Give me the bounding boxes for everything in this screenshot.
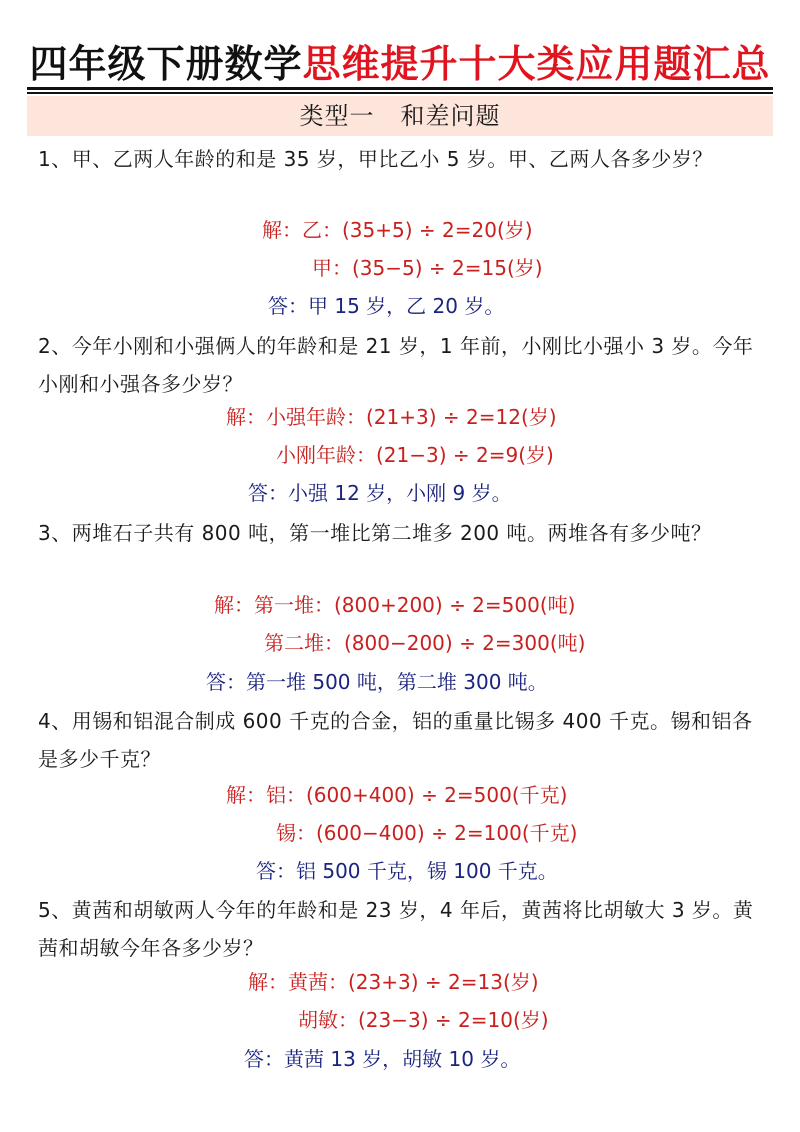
title-divider-thick xyxy=(27,87,773,90)
page-title-highlight: 思维提升十大类应用题汇总 xyxy=(302,42,771,86)
page-title-prefix: 四年级下册数学 xyxy=(29,42,303,86)
problem-1-question: 1、甲、乙两人年龄的和是 35 岁，甲比乙小 5 岁。甲、乙两人各多少岁？ xyxy=(38,147,713,171)
title-divider-thin xyxy=(27,92,773,94)
problem-1-solution-line-1: 解：乙：(35+5) ÷ 2=20(岁) xyxy=(262,218,533,242)
problem-1-solution-line-2: 甲：(35−5) ÷ 2=15(岁) xyxy=(312,256,543,280)
page-title xyxy=(0,40,800,88)
problem-4-solution-line-1: 解：铝：(600+400) ÷ 2=500(千克) xyxy=(226,783,568,807)
problem-5-question: 5、黄茜和胡敏两人今年的年龄和是 23 岁，4 年后，黄茜将比胡敏大 3 岁。黄茜和胡敏今年各多少岁？ xyxy=(38,898,754,960)
problem-5-solution-line-2: 胡敏：(23−3) ÷ 2=10(岁) xyxy=(298,1008,549,1032)
section-label: 类型一 xyxy=(299,102,375,130)
problem-4-question: 4、用锡和铝混合制成 600 千克的合金，铝的重量比锡多 400 千克。锡和铝各是多少千克？ xyxy=(38,709,753,771)
problem-3-answer: 答：第一堆 500 吨，第二堆 300 吨。 xyxy=(206,670,548,694)
problem-5-solution-line-1: 解：黄茜：(23+3) ÷ 2=13(岁) xyxy=(248,970,539,994)
problem-2-solution-line-2: 小刚年龄：(21−3) ÷ 2=9(岁) xyxy=(276,443,554,467)
problem-2-answer: 答：小强 12 岁，小刚 9 岁。 xyxy=(248,481,512,505)
problem-3-solution-line-2: 第二堆：(800−200) ÷ 2=300(吨) xyxy=(264,631,586,655)
problem-4-answer: 答：铝 500 千克，锡 100 千克。 xyxy=(256,859,558,883)
problem-2-solution-line-1: 解：小强年龄：(21+3) ÷ 2=12(岁) xyxy=(226,405,557,429)
problem-2-question: 2、今年小刚和小强俩人的年龄和是 21 岁，1 年前，小刚比小强小 3 岁。今年小刚和小强各多少岁？ xyxy=(38,334,754,396)
problem-5-answer: 答：黄茜 13 岁，胡敏 10 岁。 xyxy=(244,1047,521,1071)
problem-3-solution-line-1: 解：第一堆：(800+200) ÷ 2=500(吨) xyxy=(214,593,576,617)
problem-3-question: 3、两堆石子共有 800 吨，第一堆比第二堆多 200 吨。两堆各有多少吨？ xyxy=(38,521,712,545)
section-header xyxy=(27,96,773,136)
problem-4-solution-line-2: 锡：(600−400) ÷ 2=100(千克) xyxy=(276,821,578,845)
problem-1-answer: 答：甲 15 岁，乙 20 岁。 xyxy=(268,294,505,318)
section-name: 和差问题 xyxy=(400,102,501,130)
